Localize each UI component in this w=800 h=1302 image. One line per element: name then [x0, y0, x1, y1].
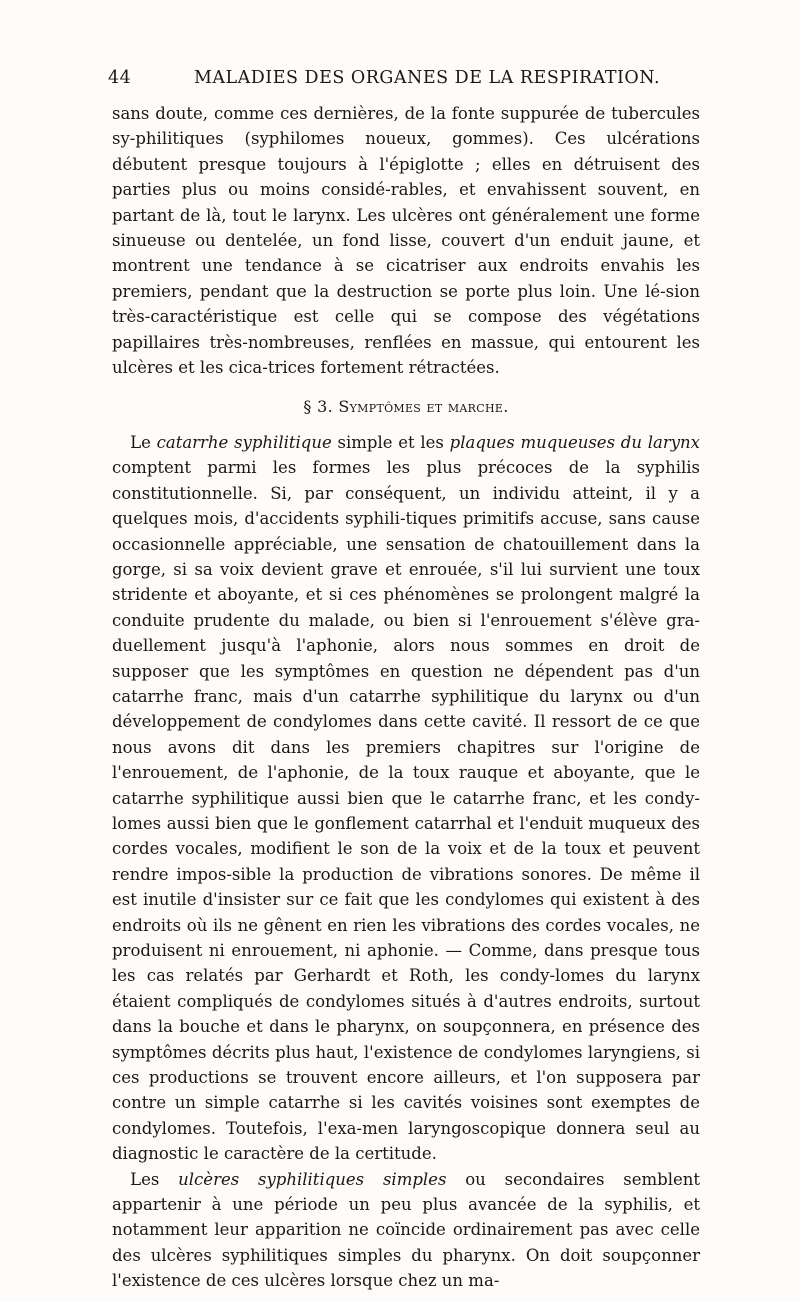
- running-title: MALADIES DES ORGANES DE LA RESPIRATION.: [193, 68, 661, 88]
- text-run: comptent parmi les formes les plus précoces de la syphilis constitutionnelle. Si, par conséquent, un individu atteint, il y a quelques mois, d'accidents syphili-tiques primitifs accuse, sans cause occasionnelle appréciable, une sensation de chatouillement dans la gorge, si sa voix devient grave et enrouée, s'il lui survient une toux stridente et aboyante, et si ces phénomènes se prolongent malgré la conduite prudente du malade, ou bien si l'enrouement s'élève gra-duellement jusqu'à l'aphonie, alors nous sommes en droit de supposer que les symptômes en question ne dépendent pas d'un catarrhe franc, mais d'un catarrhe syphilitique du larynx ou d'un développement de condylomes dans cette cavité. Il ressort de ce que nous avons dit dans les premiers chapitres sur l'origine de l'enrouement, de l'aphonie, de la toux rauque et aboyante, que le catarrhe syphilitique aussi bien que le catarrhe franc, et les condy-lomes aussi bien que le gonflement catarrhal et l'enduit muqueux des cordes vocales, modifient le son de la voix et de la toux et peuvent rendre impos-sible la production de vibrations sonores. De même il est inutile d'insister sur ce fait que les condylomes qui existent à des endroits où ils ne gênent en rien les vibrations des cordes vocales, ne produisent ni enrouement, ni aphonie. — Comme, dans presque tous les cas relatés par Gerhardt et Roth, les condy-lomes du larynx étaient compliqués de condylomes situés à d'autres endroits, surtout dans la bouche et dans le pharynx, on soupçonnera, en présence des symptômes décrits plus haut, l'existence de condylomes laryngiens, si ces productions se trouvent encore ailleurs, et l'on supposera par contre un simple catarrhe si les cavités voisines sont exemptes de condylomes. Toutefois, l'exa-men laryngoscopique donnera seul au diagnostic le caractère de la certitude.: [112, 458, 700, 1164]
- paragraph-ulcers: [112, 1167, 700, 1294]
- paragraph-continuation: sans doute, comme ces dernières, de la fonte suppurée de tubercules sy-philitiques (syphilomes noueux, gommes). Ces ulcérations débutent presque toujours à l'épiglotte ; elles en détruisent des parties plus ou moins considé-rables, et envahissent souvent, en partant de là, tout le larynx. Les ulcères ont généralement une forme sinueuse ou dentelée, un fond lisse, couvert d'un enduit jaune, et montrent une tendance à se cicatriser aux endroits envahis les premiers, pendant que la destruction se porte plus loin. Une lé-sion très-caractéristique est celle qui se compose des végétations papillaires très-nombreuses, renflées en massue, qui entourent les ulcères et les cica-trices fortement rétractées.: [112, 104, 700, 378]
- section-title: Symptômes et marche.: [338, 397, 509, 417]
- page-number: 44: [108, 68, 132, 88]
- body-text: [112, 101, 700, 1294]
- page-header: [108, 68, 708, 94]
- section-heading: [112, 394, 700, 419]
- text-run: Les: [130, 1169, 179, 1189]
- paragraph-symptoms: [112, 430, 700, 1167]
- italic-term: catarrhe syphilitique: [156, 432, 332, 452]
- text-run: simple et les: [331, 432, 450, 452]
- text-run: ou secondaires semblent appartenir à une période un peu plus avancée de la syphilis, et notamment leur apparition ne coïncide ordinairement pas avec celle des ulcères syphilitiques simples du pharynx. On doit soupçonner l'existence de ces ulcères lorsque chez un ma-: [112, 1169, 700, 1291]
- section-number: § 3.: [303, 397, 333, 417]
- italic-term: ulcères syphilitiques simples: [178, 1169, 447, 1189]
- text-run: Le: [130, 432, 157, 452]
- italic-term: plaques muqueuses du larynx: [449, 432, 700, 452]
